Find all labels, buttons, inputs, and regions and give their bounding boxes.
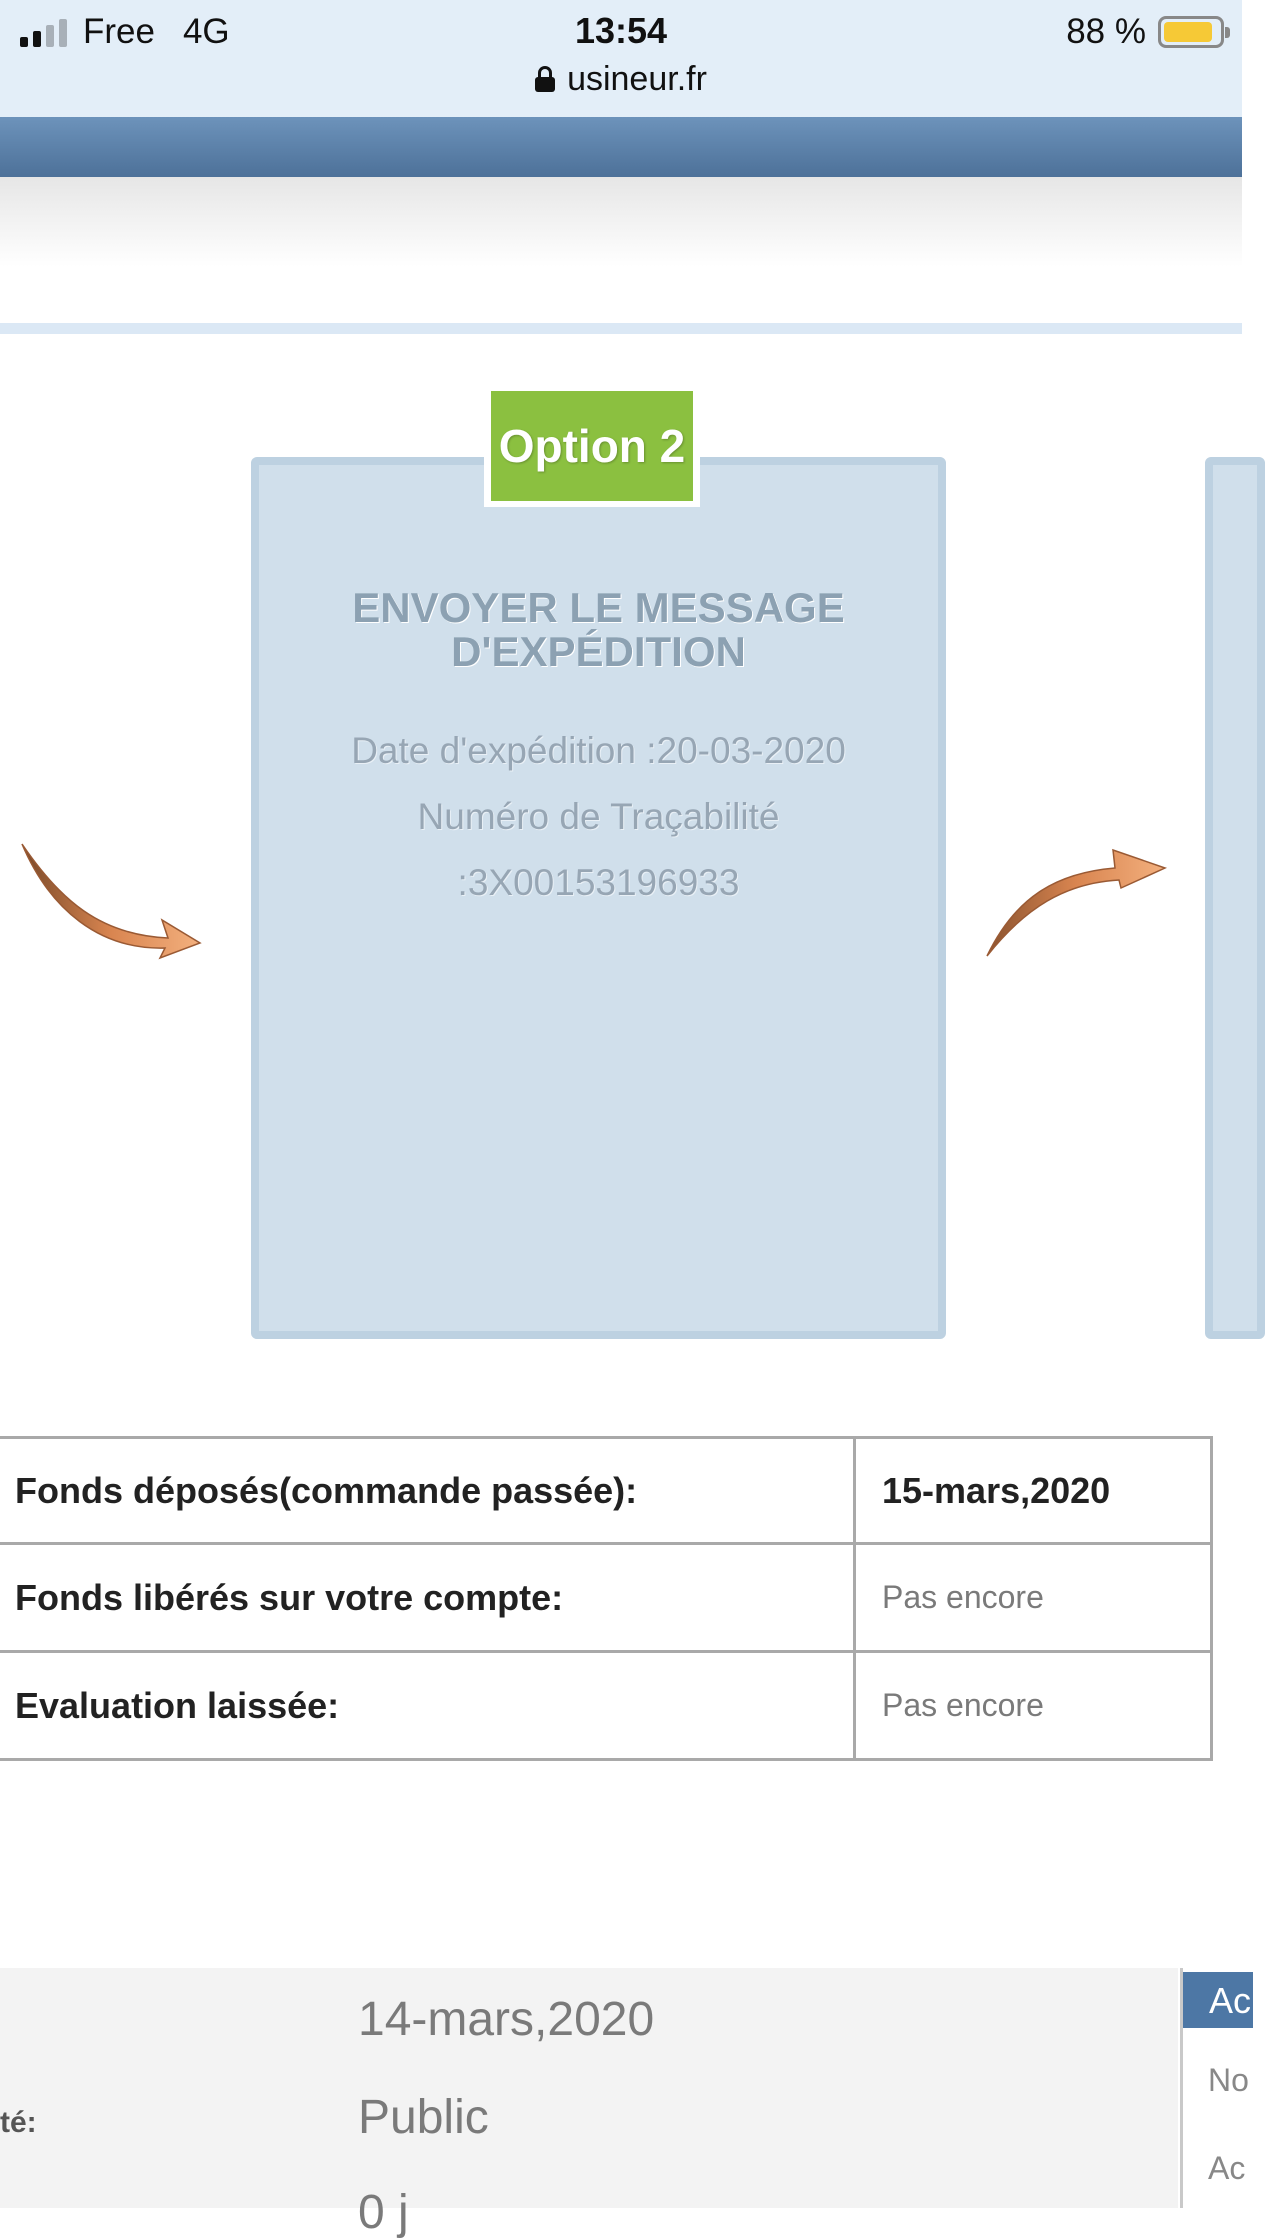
header-shadow bbox=[0, 177, 1242, 267]
card-title bbox=[251, 586, 946, 674]
card-title-line1: ENVOYER LE MESSAGE bbox=[352, 584, 845, 631]
section-divider bbox=[0, 323, 1242, 334]
url-text: usineur.fr bbox=[567, 60, 707, 98]
funds-deposited-value: 15-mars,2020 bbox=[855, 1438, 1212, 1544]
next-option-card[interactable] bbox=[1205, 457, 1265, 1339]
option-tab-label: Option 2 bbox=[491, 391, 693, 501]
status-right bbox=[1066, 12, 1224, 52]
table-row bbox=[0, 1544, 1212, 1652]
network-type: 4G bbox=[182, 12, 230, 51]
carrier-name: Free bbox=[83, 12, 155, 51]
info-cut-value: 0 j bbox=[358, 2186, 409, 2239]
shipping-date: Date d'expédition :20-03-2020 bbox=[351, 730, 846, 771]
side-panel-line1: No bbox=[1208, 2062, 1249, 2098]
order-status-table bbox=[0, 1436, 1213, 1761]
funds-released-label: Fonds libérés sur votre compte: bbox=[0, 1544, 855, 1652]
tracking-label: Numéro de Traçabilité bbox=[417, 796, 780, 837]
info-date-value: 14-mars,2020 bbox=[358, 1993, 655, 2046]
table-row bbox=[0, 1652, 1212, 1760]
clock: 13:54 bbox=[574, 10, 668, 51]
battery-fill bbox=[1164, 22, 1212, 42]
evaluation-value: Pas encore bbox=[855, 1652, 1212, 1760]
evaluation-label: Evaluation laissée: bbox=[0, 1652, 855, 1760]
table-row bbox=[0, 1438, 1212, 1544]
site-header-band bbox=[0, 117, 1242, 177]
tracking-number: :3X00153196933 bbox=[457, 862, 740, 903]
side-panel-header[interactable]: Ac bbox=[1183, 1972, 1253, 2028]
side-panel-line2: Ac bbox=[1208, 2150, 1246, 2186]
address-bar[interactable] bbox=[0, 60, 1242, 99]
battery-percent: 88 % bbox=[1066, 12, 1146, 51]
curved-arrow-up-right-icon bbox=[985, 838, 1165, 968]
lock-icon bbox=[535, 66, 555, 92]
curved-arrow-down-right-icon bbox=[20, 840, 200, 970]
visibility-label: té: bbox=[0, 2106, 37, 2139]
funds-deposited-label: Fonds déposés(commande passée): bbox=[0, 1438, 855, 1544]
visibility-value: Public bbox=[358, 2091, 489, 2144]
status-bar bbox=[0, 0, 1242, 117]
option-tab bbox=[484, 385, 700, 507]
card-title-line2: D'EXPÉDITION bbox=[451, 628, 746, 675]
funds-released-value: Pas encore bbox=[855, 1544, 1212, 1652]
battery-icon bbox=[1158, 16, 1224, 48]
